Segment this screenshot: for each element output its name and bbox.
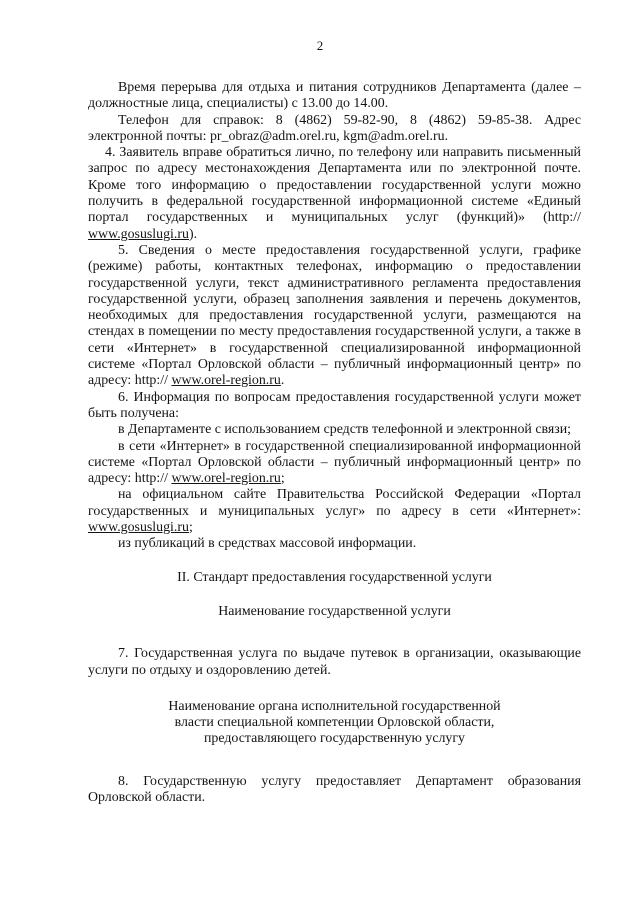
clause-5-paragraph [88, 243, 581, 390]
clause-6-internet-text: в сети «Интернет» в государственной специализированной информационной системе «Портал Орловской области – публичный информационный центр» по адресу: http:// [88, 438, 581, 487]
authority-heading-line-2: власти специальной компетенции Орловской области, [174, 715, 495, 731]
clause-6-item-internet [88, 439, 581, 488]
clause-8-paragraph: 8. Государственную услугу предоставляет Департамент образования Орловской области. [88, 773, 581, 805]
clause-4-tail: ). [188, 226, 198, 242]
orel-region-link-2[interactable]: www.orel-region.ru [171, 471, 281, 487]
clause-4-paragraph [88, 145, 581, 243]
clause-5-text: 5. Сведения о месте предоставления государственной услуги, графике (режиме) работы, контактных телефонах, информацию о предоставлении государственной услуги, текст административного регламента предоставления государственной услуги, образец заполнения заявления и перечень документов, необходимых для предоставления государственной услуги, размещаются на стендах в помещении по месту предоставления государственной услуги, а также в сети «Интернет» в государственной специализированной информационной системе «Портал Орловской области – публичный информационный центр» по адресу: http:// [88, 242, 581, 389]
clause-6-portal-tail: ; [188, 520, 193, 536]
clause-6-portal-text: на официальном сайте Правительства Российской Федерации «Портал государственных и муниципальных услуг» по адресу в сети «Интернет»: [88, 487, 581, 519]
break-time-paragraph: Время перерыва для отдыха и питания сотрудников Департамента (далее – должностные лица, специалисты) с 13.00 до 14.00. [88, 80, 581, 112]
gosuslugi-link[interactable]: www.gosuslugi.ru [88, 226, 189, 242]
contact-phone-paragraph: Телефон для справок: 8 (4862) 59-82-90, 8 (4862) 59-85-38. Адрес электронной почты: pr_obraz@adm.orel.ru, kgm@adm.orel.ru. [88, 112, 581, 144]
page-number: 2 [316, 38, 324, 53]
clause-6-internet-tail: ; [280, 471, 285, 487]
clause-5-tail: . [280, 373, 285, 389]
orel-region-link[interactable]: www.orel-region.ru [171, 373, 281, 389]
clause-6-item-department: в Департаменте с использованием средств телефонной и электронной связи; [118, 422, 572, 438]
clause-7-paragraph: 7. Государственная услуга по выдаче путевок в организации, оказывающие услуги по отдыху и оздоровлению детей. [88, 646, 581, 678]
clause-6-item-gov-portal [88, 487, 581, 536]
authority-heading [88, 699, 581, 748]
document-body [88, 80, 581, 806]
gosuslugi-link-2[interactable]: www.gosuslugi.ru [88, 520, 189, 536]
clause-4-text: 4. Заявитель вправе обратиться лично, по телефону или направить письменный запрос по адресу местонахождения Департамента или по электронной почте. Кроме того информацию о предоставлении государственной услуги можно получить в федеральной государственной информационной системе «Единый портал государственных и муниципальных услуг (функций)» (http:// [88, 145, 581, 226]
service-name-heading: Наименование государственной услуги [218, 603, 451, 619]
clause-6-item-media: из публикаций в средствах массовой информации. [118, 536, 417, 552]
clause-6-paragraph: 6. Информация по вопросам предоставления государственной услуги может быть получена: [88, 389, 581, 421]
section-heading: II. Стандарт предоставления государственной услуги [177, 569, 492, 585]
authority-heading-line-1: Наименование органа исполнительной государственной [168, 698, 501, 714]
authority-heading-line-3: предоставляющего государственную услугу [203, 731, 466, 747]
